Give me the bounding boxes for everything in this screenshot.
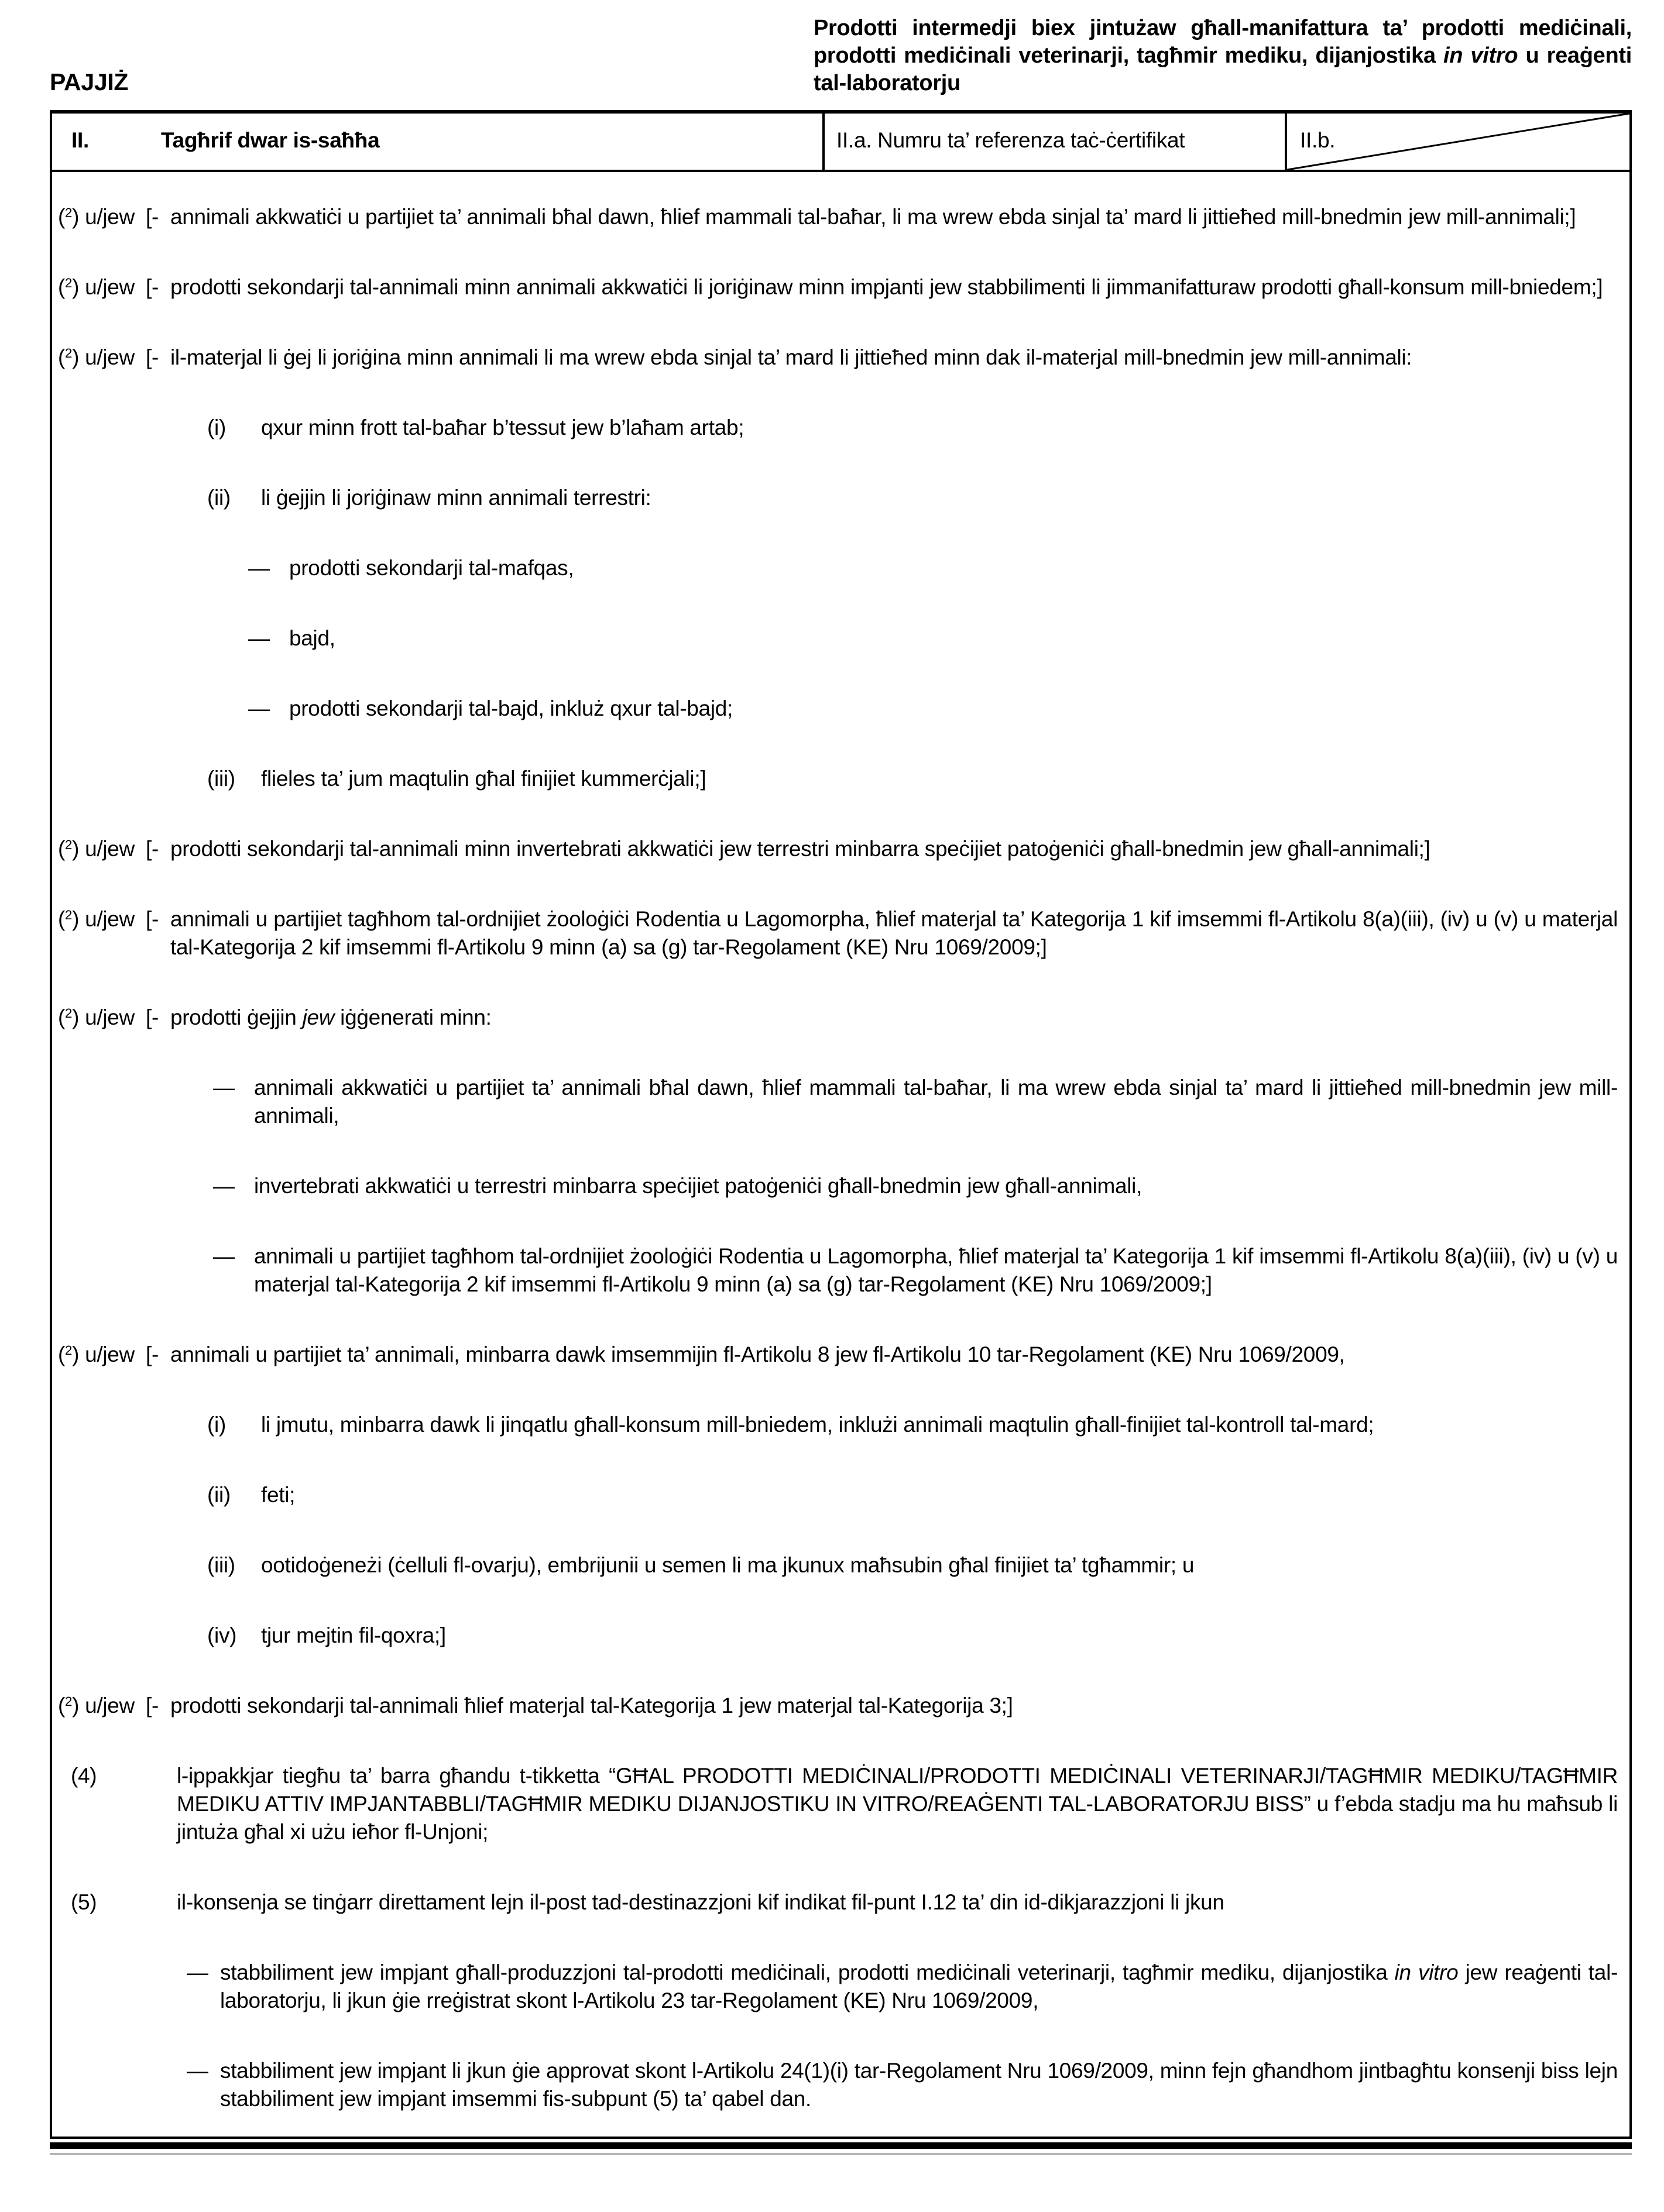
text-segment: (: [58, 1342, 66, 1366]
paragraph-text: [170, 1341, 1618, 1369]
paragraph-text: [261, 484, 1618, 512]
text-segment: (: [58, 345, 66, 369]
ujew-marker: [58, 1341, 146, 1369]
paragraph-text: [261, 1481, 1618, 1509]
text-segment: stabbiliment jew impjant għall-produzzjoni tal-prodotti mediċinali, prodotti mediċinali veterinarji, tagħmir mediku, dijanjostika: [220, 1960, 1395, 1984]
text-segment: (: [58, 837, 66, 861]
paragraph-text: [254, 1242, 1618, 1299]
item-label: (5): [71, 1890, 97, 1914]
paragraph-ujew: [58, 1004, 1618, 1032]
paragraph-text: [220, 1959, 1618, 2015]
text-segment: l-ippakkjar tiegħu ta’ barra għandu t-tikketta “GĦAL PRODOTTI MEDIĊINALI/PRODOTTI MEDIĊINALI VETERINARJI/TAGĦMIR MEDIKU/TAGĦMIR MEDIKU ATTIV IMPJANTABBLI/TAGĦMIR MEDIKU DIJANJOSTIKU IN VITRO/REAĠENTI TAL-LABORATORJU BISS” u f’ebda stadju ma hu maħsub li jintuża għal xi użu ieħor fl-Unjoni;: [177, 1764, 1618, 1844]
list-item-dash: [58, 1172, 1618, 1200]
paragraph-text: [170, 835, 1618, 863]
list-item-roman: [58, 1622, 1618, 1650]
open-bracket-marker: [-: [146, 205, 159, 229]
text-segment: ) u/jew: [72, 1342, 135, 1366]
list-item-roman: [58, 1411, 1618, 1439]
paragraph-text: [170, 344, 1618, 372]
item-label: —: [213, 1076, 235, 1100]
italic-text: jew: [302, 1005, 335, 1029]
list-item-dash: [58, 2057, 1618, 2113]
table-header-row: [52, 114, 1629, 172]
list-item-dash: [58, 554, 1618, 582]
text-segment: prodotti sekondarji tal-annimali minn annimali akkwatiċi li joriġinaw minn impjanti jew stabbilimenti li jimmanifatturaw prodotti għall-konsum mill-bniedem;]: [170, 275, 1603, 299]
paragraph-ujew: [58, 835, 1618, 863]
paragraph-text: [289, 624, 1618, 652]
item-label: (iii): [207, 1553, 235, 1577]
list-item-dash: [58, 1074, 1618, 1130]
text-segment: prodotti sekondarji tal-annimali ħlief materjal tal-Kategorija 1 jew materjal tal-Kategorija 3;]: [170, 1694, 1013, 1718]
list-item-roman: [58, 484, 1618, 512]
ujew-marker: [58, 203, 146, 231]
paragraph-ujew: [58, 344, 1618, 372]
text-segment: ) u/jew: [72, 345, 135, 369]
page-header: [50, 15, 1632, 97]
text-segment: prodotti sekondarji tal-mafqas,: [289, 556, 574, 580]
paragraph-text: [170, 1004, 1618, 1032]
iib-label: II.b.: [1300, 128, 1336, 152]
item-label: —: [187, 1960, 208, 1984]
open-bracket-marker: [-: [146, 1342, 159, 1366]
ujew-marker: [58, 835, 146, 863]
paragraph-text: [254, 1074, 1618, 1130]
text-segment: flieles ta’ jum maqtulin għal finijiet kummerċjali;]: [261, 767, 706, 791]
text-segment: (: [58, 1005, 66, 1029]
ujew-marker: [58, 1692, 146, 1720]
paragraph-numbered: [58, 1888, 1618, 1916]
ujew-marker: [58, 344, 146, 372]
country-label: PAJJIŻ: [50, 68, 129, 95]
text-segment: annimali u partijiet tagħhom tal-ordnijiet żooloġiċi Rodentia u Lagomorpha, ħlief materjal ta’ Kategorija 1 kif imsemmi fl-Artikolu 8(a)(iii), (iv) u (v) u materjal tal-Kategorija 2 kif imsemmi fl-Artikolu 9 minn (a) sa (g) tar-Regolament (KE) Nru 1069/2009;]: [254, 1244, 1618, 1296]
health-info-header-cell: [52, 114, 825, 170]
bottom-thick-rule: [50, 2142, 1632, 2149]
text-segment: u reaġenti tal-laboratorju: [814, 43, 1632, 95]
text-segment: (: [58, 205, 66, 229]
item-label: (ii): [207, 486, 231, 510]
list-item-dash: [58, 624, 1618, 652]
certificate-table: [50, 110, 1632, 2139]
item-label: —: [248, 696, 270, 720]
superscript-note-number: 2: [65, 345, 73, 360]
paragraph-text: [289, 554, 1618, 582]
text-segment: jew reaġenti tal-laboratorju, li jkun ġie rreġistrat skont l-Artikolu 23 tar-Regolament (KE) Nru 1069/2009,: [220, 1960, 1618, 2012]
text-segment: ) u/jew: [72, 837, 135, 861]
document-title: [814, 15, 1632, 97]
open-bracket-marker: [-: [146, 1694, 159, 1718]
text-segment: ) u/jew: [72, 1694, 135, 1718]
superscript-note-number: 2: [65, 1694, 73, 1709]
item-label: (ii): [207, 1483, 231, 1507]
item-label: (iii): [207, 767, 235, 791]
text-segment: iġġenerati minn:: [334, 1005, 492, 1029]
ujew-marker: [58, 1004, 146, 1032]
item-label: (4): [71, 1764, 97, 1788]
paragraph-text: [177, 1762, 1618, 1846]
text-segment: (: [58, 907, 66, 931]
list-item-roman: [58, 765, 1618, 793]
iib-header-cell: [1287, 114, 1629, 170]
text-segment: bajd,: [289, 626, 335, 650]
item-label: (i): [207, 415, 226, 439]
paragraph-text: [261, 1411, 1618, 1439]
text-segment: invertebrati akkwatiċi u terrestri minbarra speċijiet patoġeniċi għall-bnedmin jew għall-annimali,: [254, 1174, 1143, 1198]
text-segment: annimali u partijiet ta’ annimali, minbarra dawk imsemmijin fl-Artikolu 8 jew fl-Artikolu 10 tar-Regolament (KE) Nru 1069/2009,: [170, 1342, 1345, 1366]
paragraph-text: [261, 1622, 1618, 1650]
text-segment: annimali u partijiet tagħhom tal-ordnijiet żooloġiċi Rodentia u Lagomorpha, ħlief materjal ta’ Kategorija 1 kif imsemmi fl-Artikolu 8(a)(iii), (iv) u (v) u materjal tal-Kategorija 2 kif imsemmi fl-Artikolu 9 minn (a) sa (g) tar-Regolament (KE) Nru 1069/2009;]: [170, 907, 1618, 959]
list-item-roman: [58, 1481, 1618, 1509]
paragraph-text: [254, 1172, 1618, 1200]
diagonal-strike-line: [1287, 114, 1629, 170]
paragraph-text: [170, 1692, 1618, 1720]
bottom-shadow-rule: [50, 2153, 1632, 2155]
paragraph-text: [289, 695, 1618, 723]
text-segment: (: [58, 275, 66, 299]
paragraph-text: [220, 2057, 1618, 2113]
text-segment: annimali akkwatiċi u partijiet ta’ annimali bħal dawn, ħlief mammali tal-baħar, li ma wrew ebda sinjal ta’ mard li jittieħed mill-bnedmin jew mill-annimali,: [254, 1076, 1618, 1128]
text-segment: ) u/jew: [72, 205, 135, 229]
text-segment: li jmutu, minbarra dawk li jinqatlu għall-konsum mill-bniedem, inklużi annimali maqtulin għall-finijiet tal-kontroll tal-mard;: [261, 1413, 1374, 1437]
text-segment: ) u/jew: [72, 1005, 135, 1029]
paragraph-ujew: [58, 1692, 1618, 1720]
item-label: —: [213, 1174, 235, 1198]
paragraph-text: [261, 1551, 1618, 1579]
open-bracket-marker: [-: [146, 907, 159, 931]
paragraph-text: [261, 765, 1618, 793]
text-segment: li ġejjin li joriġinaw minn annimali terrestri:: [261, 486, 651, 510]
text-segment: ootidoġeneżi (ċelluli fl-ovarju), embrijunii u semen li ma jkunux maħsubin għal finijiet ta’ tgħammir; u: [261, 1553, 1195, 1577]
paragraph-text: [170, 905, 1618, 961]
open-bracket-marker: [-: [146, 275, 159, 299]
text-segment: prodotti ġejjin: [170, 1005, 303, 1029]
item-label: —: [187, 2059, 208, 2083]
text-segment: Prodotti intermedji biex jintużaw għall-manifattura ta’ prodotti mediċinali, prodotti mediċinali veterinarji, tagħmir mediku, dijanjostika: [814, 16, 1632, 68]
health-info-label: Tagħrif dwar is-saħħa: [161, 128, 380, 152]
ujew-marker: [58, 273, 146, 301]
text-segment: ) u/jew: [72, 907, 135, 931]
paragraph-text: [177, 1888, 1618, 1916]
list-item-dash: [58, 1242, 1618, 1299]
paragraph-ujew: [58, 1341, 1618, 1369]
paragraph-text: [261, 414, 1618, 442]
paragraph-text: [170, 273, 1618, 301]
item-label: —: [248, 556, 270, 580]
health-attestation-body: [52, 172, 1629, 2137]
open-bracket-marker: [-: [146, 345, 159, 369]
text-segment: feti;: [261, 1483, 296, 1507]
superscript-note-number: 2: [65, 1342, 73, 1358]
certificate-reference-header-cell: II.a. Numru ta’ referenza taċ-ċertifikat: [825, 114, 1287, 170]
text-segment: il-materjal li ġej li joriġina minn annimali li ma wrew ebda sinjal ta’ mard li jittieħed minn dak il-materjal mill-bnedmin jew mill-annimali:: [170, 345, 1412, 369]
item-label: (i): [207, 1413, 226, 1437]
text-segment: prodotti sekondarji tal-annimali minn invertebrati akkwatiċi jew terrestri minbarra speċijiet patoġeniċi għall-bnedmin jew għall-annimali;]: [170, 837, 1430, 861]
text-segment: ) u/jew: [72, 275, 135, 299]
superscript-note-number: 2: [65, 907, 73, 922]
superscript-note-number: 2: [65, 275, 73, 290]
text-segment: tjur mejtin fil-qoxra;]: [261, 1623, 446, 1647]
text-segment: qxur minn frott tal-baħar b’tessut jew b’laħam artab;: [261, 415, 744, 439]
text-segment: stabbiliment jew impjant li jkun ġie approvat skont l-Artikolu 24(1)(i) tar-Regolament Nru 1069/2009, minn fejn għandhom jintbagħtu konsenji biss lejn stabbiliment jew impjant imsemmi fis-subpunt (5) ta’ qabel dan.: [220, 2059, 1618, 2111]
open-bracket-marker: [-: [146, 837, 159, 861]
superscript-note-number: 2: [65, 837, 73, 852]
list-item-roman: [58, 1551, 1618, 1579]
list-item-roman: [58, 414, 1618, 442]
list-item-dash: [58, 1959, 1618, 2015]
paragraph-ujew: [58, 273, 1618, 301]
item-label: (iv): [207, 1623, 237, 1647]
list-item-dash: [58, 695, 1618, 723]
item-label: —: [213, 1244, 235, 1268]
ujew-marker: [58, 905, 146, 961]
paragraph-numbered: [58, 1762, 1618, 1846]
superscript-note-number: 2: [65, 1005, 73, 1021]
paragraph-ujew: [58, 905, 1618, 961]
italic-text: in vitro: [1394, 1960, 1459, 1984]
italic-text: in vitro: [1443, 43, 1518, 68]
text-segment: il-konsenja se tinġarr direttament lejn il-post tad-destinazzjoni kif indikat fil-punt I.12 ta’ din id-dikjarazzjoni li jkun: [177, 1890, 1224, 1914]
paragraph-text: [170, 203, 1618, 231]
section-number: II.: [71, 128, 89, 152]
text-segment: annimali akkwatiċi u partijiet ta’ annimali bħal dawn, ħlief mammali tal-baħar, li ma wrew ebda sinjal ta’ mard li jittieħed mill-bnedmin jew mill-annimali;]: [170, 205, 1576, 229]
text-segment: (: [58, 1694, 66, 1718]
open-bracket-marker: [-: [146, 1005, 159, 1029]
paragraph-ujew: [58, 203, 1618, 231]
superscript-note-number: 2: [65, 205, 73, 220]
text-segment: prodotti sekondarji tal-bajd, inkluż qxur tal-bajd;: [289, 696, 733, 720]
item-label: —: [248, 626, 270, 650]
